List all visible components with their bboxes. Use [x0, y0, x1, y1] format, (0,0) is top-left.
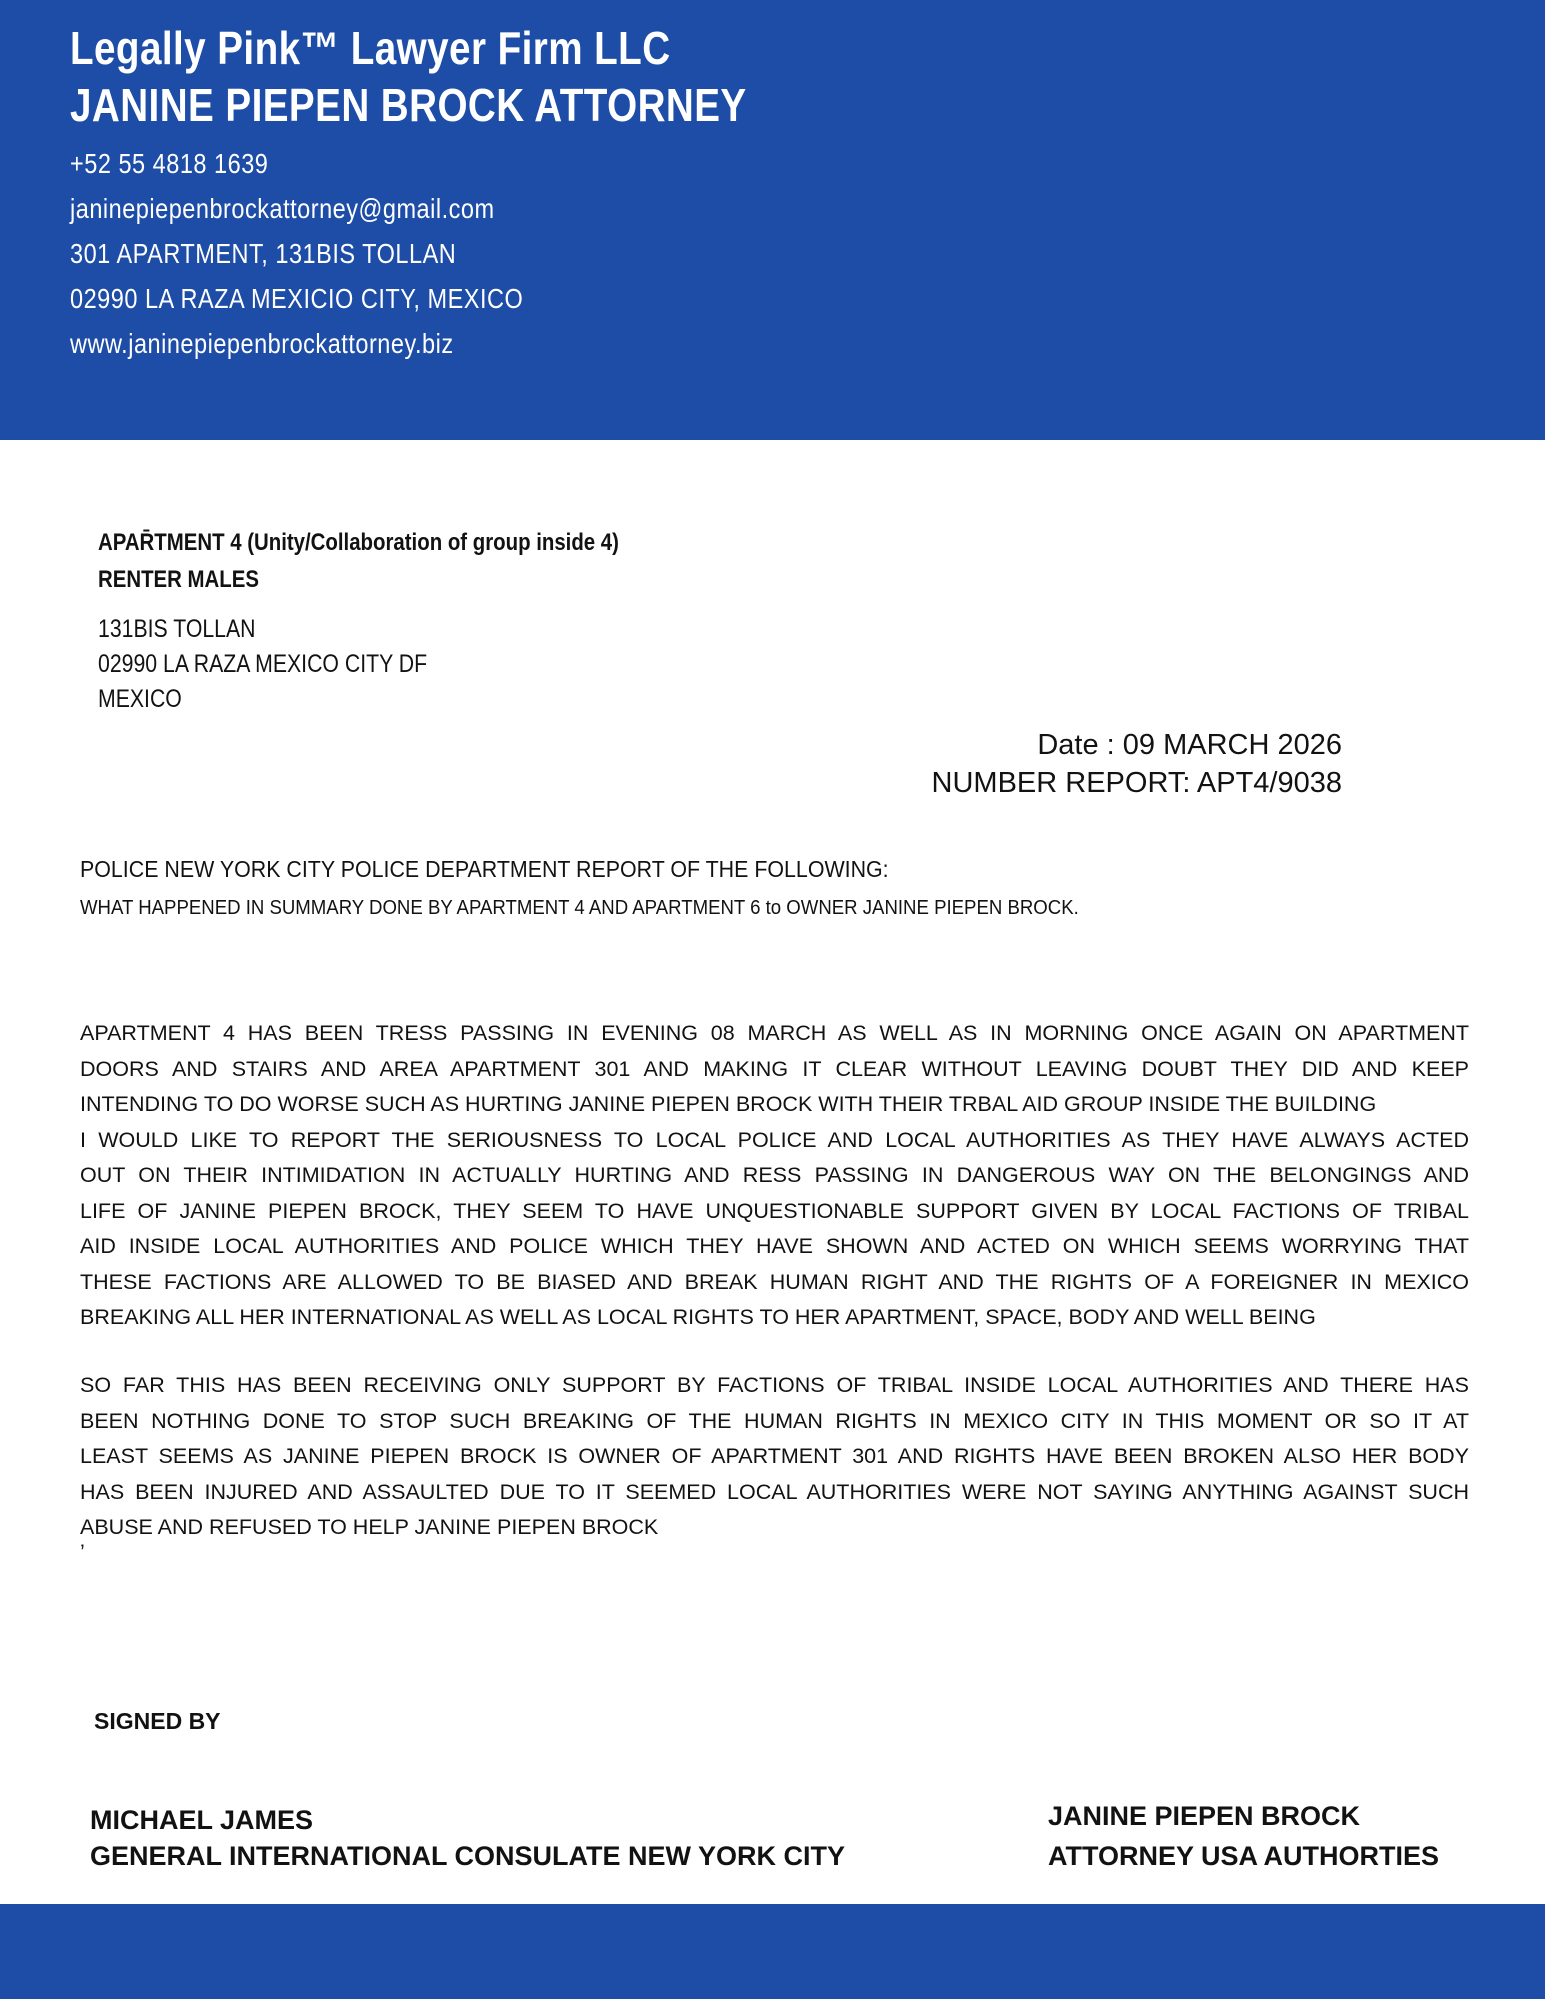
- body-paragraph-2: [80, 1368, 1469, 1546]
- body-line: AID INSIDE LOCAL AUTHORITIES AND POLICE WHICH THEY HAVE SHOWN AND ACTED ON WHICH SEEMS WORRYING THAT: [80, 1234, 1469, 1258]
- signed-by-label: SIGNED BY: [94, 1708, 221, 1734]
- email-address: janinepiepenbrockattorney@gmail.com: [70, 193, 495, 224]
- recipient-address-line2: 02990 LA RAZA MEXICO CITY DF: [98, 650, 428, 678]
- signature-left-title: GENERAL INTERNATIONAL CONSULATE NEW YORK CITY: [90, 1841, 846, 1871]
- signature-left: [90, 1802, 845, 1874]
- recipient-address: [98, 612, 427, 717]
- signature-right: [1048, 1796, 1439, 1876]
- body-line: LEAST SEEMS AS JANINE PIEPEN BROCK IS OWNER OF APARTMENT 301 AND RIGHTS HAVE BEEN BROKEN ALSO HER BODY: [80, 1444, 1469, 1468]
- letterhead: [70, 22, 1330, 359]
- body-line: ABUSE AND REFUSED TO HELP JANINE PIEPEN BROCK: [80, 1515, 659, 1539]
- report-date: Date : 09 MARCH 2026: [1037, 729, 1342, 761]
- signature-left-name: MICHAEL JAMES: [90, 1805, 314, 1835]
- recipient-heading-line2: RENTER MALES: [98, 566, 259, 593]
- body-line: BEEN NOTHING DONE TO STOP SUCH BREAKING OF THE HUMAN RIGHTS IN MEXICO CITY IN THIS MOMENT OR SO IT AT: [80, 1408, 1469, 1433]
- subject-line: POLICE NEW YORK CITY POLICE DEPARTMENT REPORT OF THE FOLLOWING:: [80, 856, 889, 882]
- recipient-heading: [98, 524, 619, 598]
- subject-summary-line: WHAT HAPPENED IN SUMMARY DONE BY APARTMENT 4 AND APARTMENT 6 to OWNER JANINE PIEPEN BROCK.: [80, 897, 1079, 919]
- body-line: SO FAR THIS HAS BEEN RECEIVING ONLY SUPPORT BY FACTIONS OF TRIBAL INSIDE LOCAL AUTHORITIES AND THERE HAS: [80, 1373, 1469, 1397]
- phone-number: +52 55 4818 1639: [70, 148, 269, 179]
- body-line: DOORS AND STAIRS AND AREA APARTMENT 301 AND MAKING IT CLEAR WITHOUT LEAVING DOUBT THEY DID AND KEEP: [80, 1056, 1469, 1081]
- body-line: LIFE OF JANINE PIEPEN BROCK, THEY SEEM TO HAVE UNQUESTIONABLE SUPPORT GIVEN BY LOCAL FACTIONS OF TRIBAL: [80, 1198, 1469, 1223]
- city-address: 02990 LA RAZA MEXICIO CITY, MEXICO: [70, 283, 524, 314]
- street-address: 301 APARTMENT, 131BIS TOLLAN: [70, 238, 457, 269]
- recipient-heading-line1: APAR̄TMENT 4 (Unity/Collaboration of group inside 4): [98, 529, 619, 556]
- body-paragraph-1: [80, 1016, 1469, 1336]
- signature-right-name: JANINE PIEPEN BROCK: [1048, 1801, 1361, 1831]
- recipient-address-line1: 131BIS TOLLAN: [98, 615, 256, 643]
- body-line: BREAKING ALL HER INTERNATIONAL AS WELL AS LOCAL RIGHTS TO HER APARTMENT, SPACE, BODY AND WELL BEING: [80, 1305, 1316, 1329]
- body-line: OUT ON THEIR INTIMIDATION IN ACTUALLY HURTING AND RESS PASSING IN DANGEROUS WAY ON THE BELONGINGS AND: [80, 1163, 1469, 1187]
- firm-name: Legally Pink™ Lawyer Firm LLC: [70, 22, 671, 74]
- signature-right-title: ATTORNEY USA AUTHORTIES: [1048, 1841, 1440, 1871]
- trailing-apostrophe: ’: [80, 1540, 85, 1564]
- body-line: THESE FACTIONS ARE ALLOWED TO BE BIASED AND BREAK HUMAN RIGHT AND THE RIGHTS OF A FOREIGNER IN MEXICO: [80, 1269, 1469, 1294]
- report-meta: [600, 726, 1342, 802]
- body-line: INTENDING TO DO WORSE SUCH AS HURTING JANINE PIEPEN BROCK WITH THEIR TRBAL AID GROUP INSIDE THE BUILDING: [80, 1092, 1377, 1116]
- footer-band: [0, 1904, 1545, 1999]
- body-line: I WOULD LIKE TO REPORT THE SERIOUSNESS TO LOCAL POLICE AND LOCAL AUTHORITIES AS THEY HAVE ALWAYS ACTED: [80, 1127, 1469, 1152]
- body-line: HAS BEEN INJURED AND ASSAULTED DUE TO IT SEEMED LOCAL AUTHORITIES WERE NOT SAYING ANYTHING AGAINST SUCH: [80, 1479, 1469, 1504]
- report-number: NUMBER REPORT: APT4/9038: [931, 767, 1342, 799]
- body-line: APARTMENT 4 HAS BEEN TRESS PASSING IN EVENING 08 MARCH AS WELL AS IN MORNING ONCE AGAIN ON APARTMENT: [80, 1021, 1469, 1045]
- website-url: www.janinepiepenbrockattorney.biz: [70, 328, 454, 359]
- attorney-name: JANINE PIEPEN BROCK ATTORNEY: [70, 79, 747, 131]
- recipient-address-line3: MEXICO: [98, 685, 182, 713]
